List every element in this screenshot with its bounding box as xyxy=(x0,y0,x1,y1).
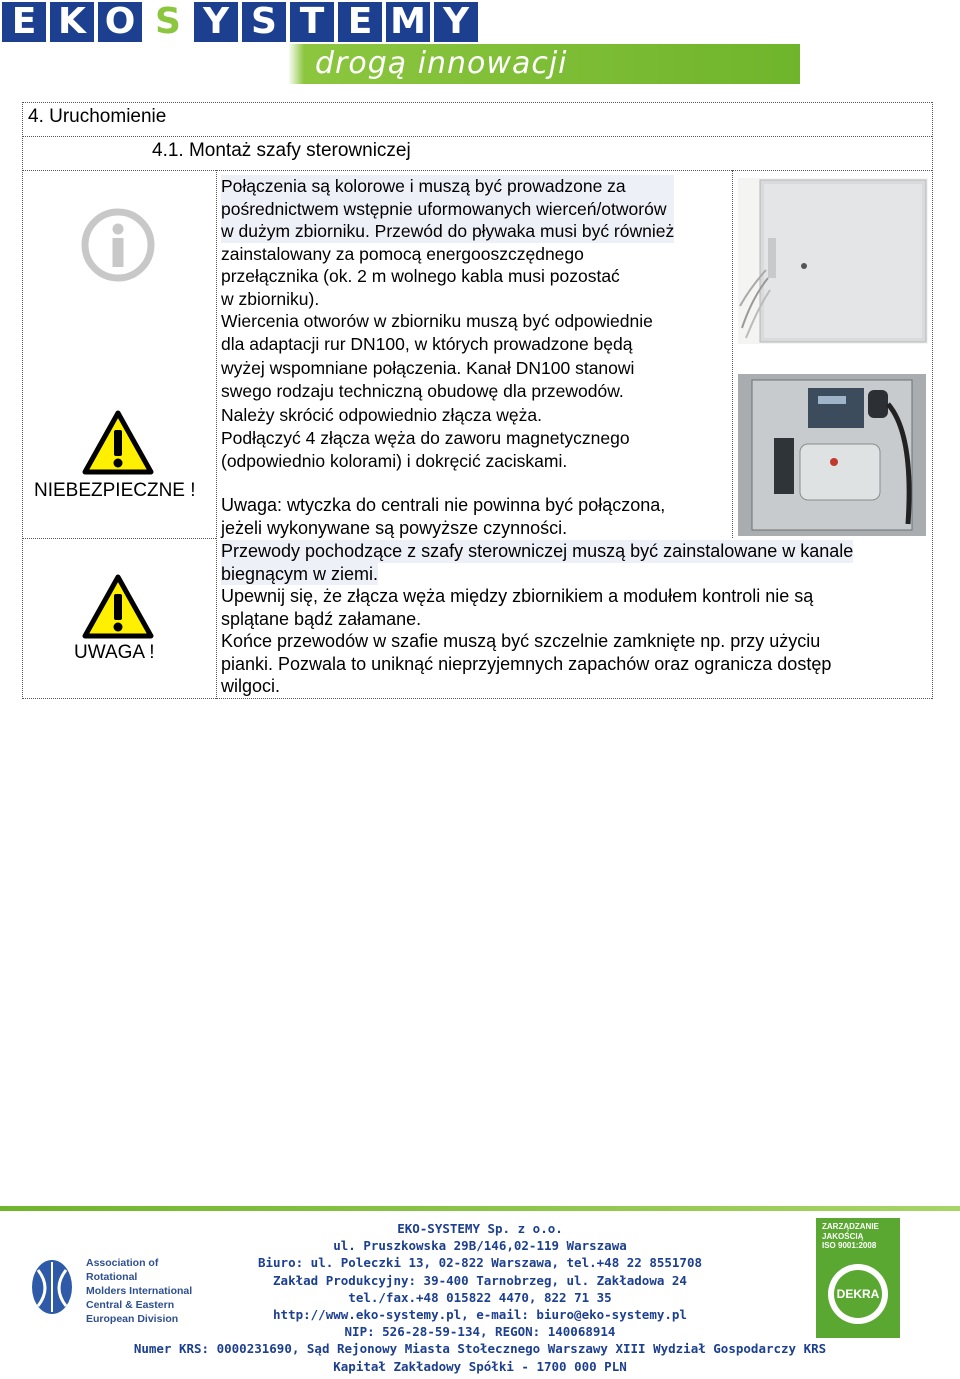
text-line: w zbiorniku). xyxy=(221,288,320,309)
cert-line: ZARZĄDZANIE xyxy=(822,1222,879,1231)
text-line: wyżej wspomniane połączenia. Kanał DN100 stanowi xyxy=(221,357,635,378)
text-line: Wiercenia otworów w zbiorniku muszą być odpowiednie xyxy=(221,311,653,331)
text-line: Upewnij się, że złącza węża między zbiornikiem a modułem kontroli nie są xyxy=(221,586,814,606)
danger-text-b xyxy=(221,310,653,474)
control-cabinet-photo xyxy=(738,178,928,344)
arm-line: Central & Eastern xyxy=(86,1299,175,1311)
footer-line: EKO-SYSTEMY Sp. z o.o. xyxy=(397,1221,563,1236)
text-line: pianki. Pozwala to uniknąć nieprzyjemnych zapachów oraz ogranicza dostęp xyxy=(221,653,832,674)
danger-label: NIEBEZPIECZNE ! xyxy=(34,480,196,501)
open-cabinet-photo xyxy=(738,374,926,536)
text-line: Uwaga: wtyczka do centrali nie powinna być połączona, xyxy=(221,495,666,515)
arm-line: European Division xyxy=(86,1313,179,1325)
footer-line: NIP: 526-28-59-134, REGON: 140068914 xyxy=(344,1324,616,1340)
arm-line: Molders International xyxy=(86,1285,193,1297)
footer-line: Numer KRS: 0000231690, Sąd Rejonowy Miasta Stołecznego Warszawy XIII Wydział Gospodarczy KRS xyxy=(133,1341,827,1357)
cert-text xyxy=(822,1222,879,1251)
logo-tagline: drogą innowacji xyxy=(315,46,568,81)
text-line: w dużym zbiorniku. Przewód do pływaka musi być również xyxy=(221,221,675,242)
text-line: Połączenia są kolorowe i muszą być prowadzone za xyxy=(221,175,674,198)
section-title: 4. Uruchomienie xyxy=(28,106,167,127)
warning-text xyxy=(221,540,853,698)
footer-divider xyxy=(0,1206,960,1211)
text-line: (odpowiednio kolorami) i dokręcić zaciskami. xyxy=(221,451,568,472)
iso-certificate-badge xyxy=(816,1218,900,1338)
danger-text-c xyxy=(221,494,665,539)
warning-label: UWAGA ! xyxy=(74,642,155,663)
text-line: Należy skrócić odpowiednio złącza węża. xyxy=(221,404,542,425)
dekra-seal-icon xyxy=(826,1262,890,1326)
text-line: jeżeli wykonywane są powyższe czynności. xyxy=(221,517,568,538)
text-line: wilgoci. xyxy=(221,676,281,696)
text-line: swego rodzaju techniczną obudowę dla przewodów. xyxy=(221,381,624,402)
logo-letters: E K O S Y S T E M Y xyxy=(2,2,478,42)
subsection-title: 4.1. Montaż szafy sterowniczej xyxy=(152,140,411,161)
instruction-table xyxy=(22,102,932,699)
footer-line: Biuro: ul. Poleczki 13, 02-822 Warszawa, tel.+48 22 8551708 xyxy=(257,1255,702,1271)
text-line: Przewody pochodzące z szafy sterowniczej muszą być zainstalowane w kanale xyxy=(221,541,854,561)
footer-line: Kapitał Zakładowy Spółki - 1700 000 PLN xyxy=(333,1358,627,1374)
text-line: biegnącym w ziemi. xyxy=(221,563,379,584)
text-line: przełącznika (ok. 2 m wolnego kabla musi pozostać xyxy=(221,266,620,287)
text-line: Końce przewodów w szafie muszą być szczelnie zamknięte np. przy użyciu xyxy=(221,631,821,651)
text-line: zainstalowany za pomocą energooszczędnego xyxy=(221,243,584,264)
warning-triangle-icon xyxy=(82,410,154,476)
footer-line: ul. Pruszkowska 29B/146,02-119 Warszawa xyxy=(333,1238,627,1254)
danger-text-a xyxy=(221,175,674,311)
text-line: dla adaptacji rur DN100, w których prowadzone będą xyxy=(221,334,633,355)
footer-line: Zakład Produkcyjny: 39-400 Tarnobrzeg, ul. Zakładowa 24 xyxy=(273,1272,687,1288)
footer-line: tel./fax.+48 015822 4470, 822 71 35 xyxy=(348,1289,612,1305)
dekra-text: DEKRA xyxy=(836,1287,880,1301)
info-icon xyxy=(80,207,156,283)
company-logo xyxy=(0,0,800,86)
warning-triangle-icon xyxy=(82,574,154,640)
text-line: pośrednictwem wstępnie uformowanych wierceń/otworów xyxy=(221,198,674,221)
text-line: splątane bądź załamane. xyxy=(221,608,422,629)
arm-line: Association of Rotational xyxy=(86,1257,159,1283)
text-line: Podłączyć 4 złącza węża do zaworu magnetycznego xyxy=(221,428,630,449)
cert-line: ISO 9001:2008 xyxy=(822,1241,877,1250)
cert-line: JAKOŚCIĄ xyxy=(822,1231,864,1241)
footer-line: http://www.eko-systemy.pl, e-mail: biuro@eko-systemy.pl xyxy=(273,1307,687,1323)
